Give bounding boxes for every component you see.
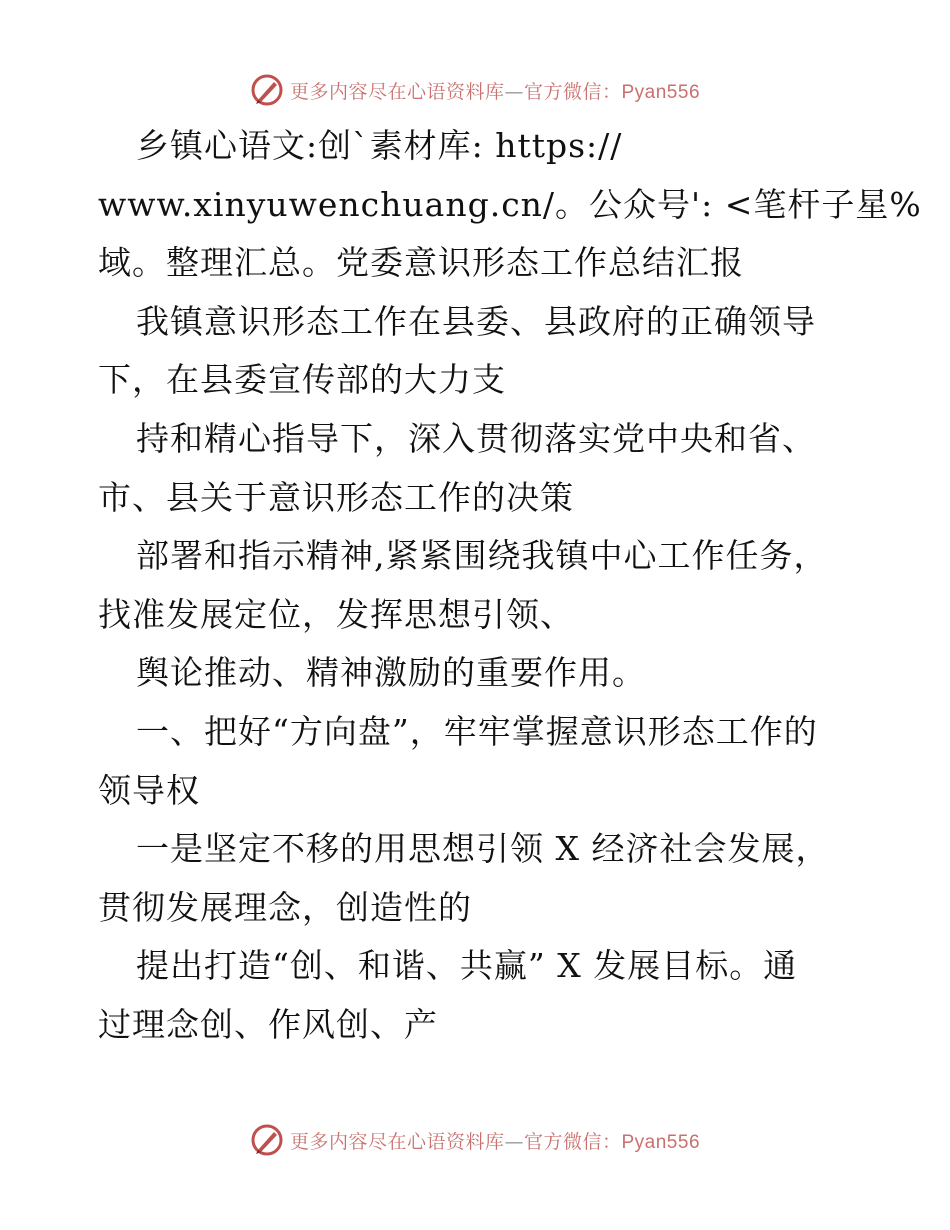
text-line: 过理念创、作风创、产 xyxy=(98,1004,438,1044)
banner-main: 更多内容尽在心语资料库 xyxy=(289,80,505,103)
banner-separator: — xyxy=(504,1130,524,1153)
banner-label: 官方微信： xyxy=(523,1130,622,1153)
text-line: 找准发展定位，发挥思想引领、 xyxy=(98,594,574,634)
banner-text xyxy=(290,77,700,104)
document-body xyxy=(98,117,922,1055)
text-line: 持和精心指导下，深入贯彻落实党中央和省、 xyxy=(136,418,816,458)
text-line: 提出打造“创、和谐、共赢” X 发展目标。通 xyxy=(136,946,798,986)
pen-logo-icon xyxy=(250,1123,284,1157)
text-line: 域。整理汇总。党委意识形态工作总结汇报 xyxy=(98,243,744,283)
text-line: 市、县关于意识形态工作的决策 xyxy=(98,477,574,517)
text-line: 下，在县委宣传部的大力支 xyxy=(98,360,506,400)
text-line: 贯彻发展理念，创造性的 xyxy=(98,887,472,927)
text-line: 我镇意识形态工作在县委、县政府的正确领导 xyxy=(136,301,816,341)
text-line: www.xinyuwenchuang.cn/。公众号': <笔杆子星% xyxy=(98,184,922,224)
pen-logo-icon xyxy=(250,73,284,107)
text-line: 领导权 xyxy=(98,770,200,810)
text-line: 乡镇心语文:创`素材库: https:// xyxy=(136,126,623,165)
banner-text xyxy=(290,1127,700,1154)
banner-wechat-id: Pyan556 xyxy=(621,1131,701,1153)
banner-wechat-id: Pyan556 xyxy=(621,81,701,103)
text-line: 一、把好“方向盘”，牢牢掌握意识形态工作的 xyxy=(136,711,818,751)
banner-separator: — xyxy=(504,80,524,103)
banner-main: 更多内容尽在心语资料库 xyxy=(289,1130,505,1153)
banner-label: 官方微信： xyxy=(523,80,622,103)
text-line: 一是坚定不移的用思想引领 X 经济社会发展， xyxy=(136,829,830,869)
text-line: 部署和指示精神,紧紧围绕我镇中心工作任务， xyxy=(136,536,828,576)
footer-banner xyxy=(0,1120,950,1160)
text-line: 舆论推动、精神激励的重要作用。 xyxy=(136,653,646,693)
header-banner xyxy=(0,70,950,110)
